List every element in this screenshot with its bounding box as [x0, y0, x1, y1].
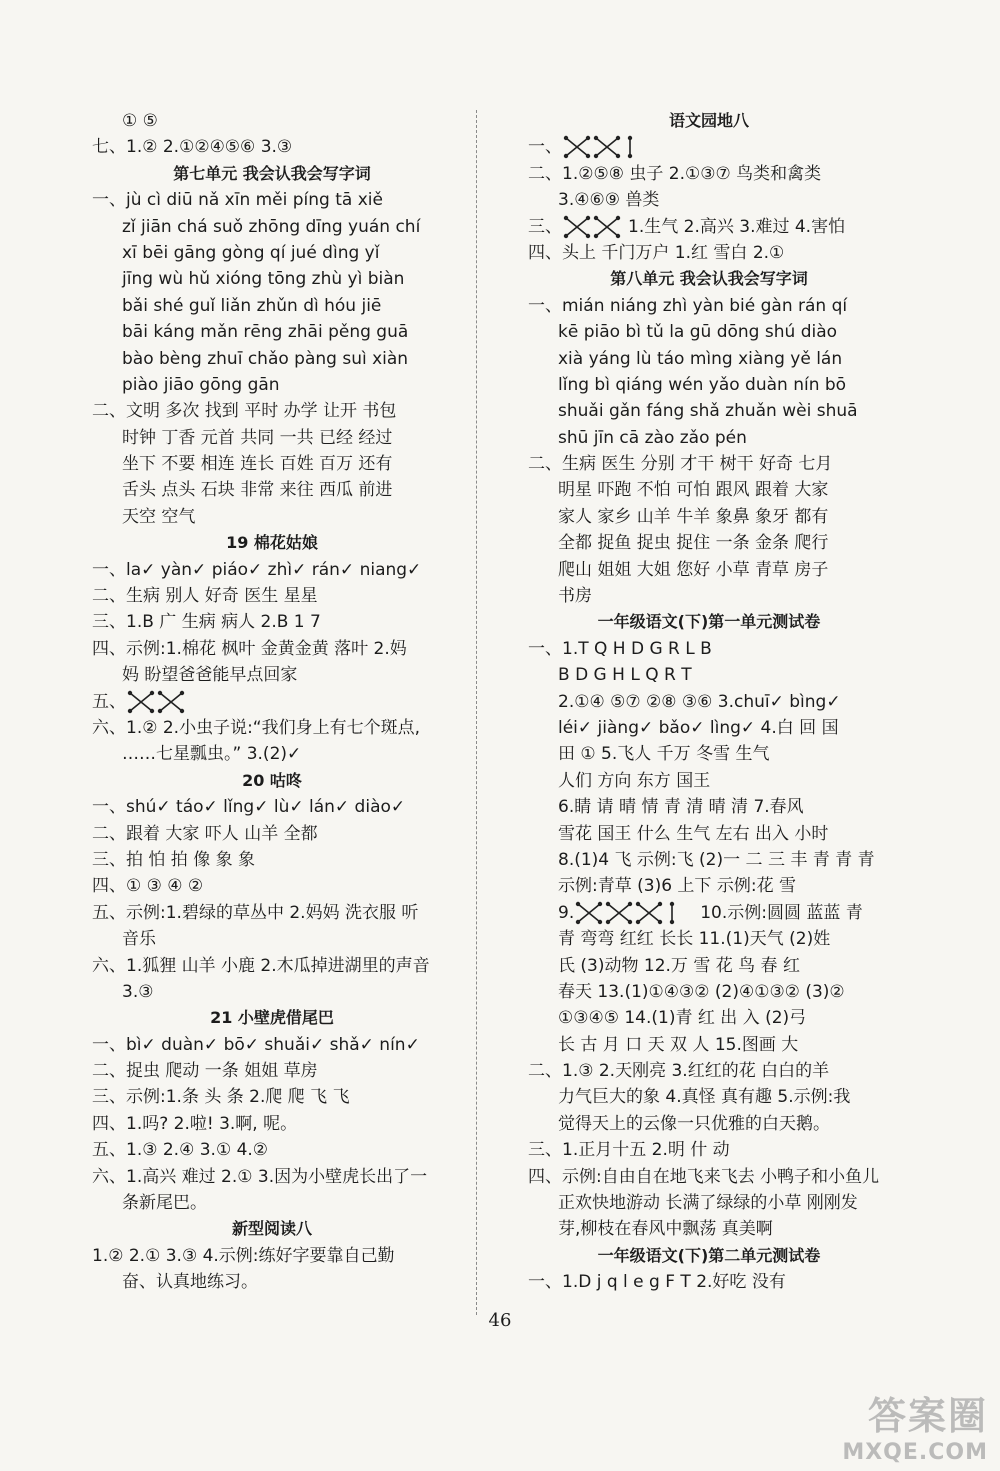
answer-text: 六、1.② 2.小虫子说:“我们身上有七个斑点, — [92, 717, 421, 738]
answer-text: 9. — [558, 902, 575, 923]
answer-text: 全都 捉鱼 捉虫 捉住 一条 金条 爬行 — [558, 533, 829, 554]
answer-text: 明星 吓跑 不怕 可怕 跟风 跟着 大家 — [558, 480, 829, 501]
answer-line — [528, 1058, 890, 1084]
answer-line — [528, 1164, 890, 1190]
crossed-lines-mark — [636, 902, 662, 924]
answer-text: 三、拍 怕 拍 像 象 象 — [92, 849, 256, 870]
answer-line — [528, 662, 890, 688]
answer-line — [528, 557, 890, 583]
answer-text: 1.② 2.① 3.③ 4.示例:练好字要靠自己勤 — [92, 1245, 395, 1266]
answer-text: 一、bì✓ duàn✓ bō✓ shuǎi✓ shǎ✓ nín✓ — [92, 1034, 420, 1055]
answer-text: 二、1.②⑤⑧ 虫子 2.①③⑦ 鸟类和禽类 — [528, 163, 822, 184]
answer-text: 青 弯弯 红红 长长 11.(1)天气 (2)姓 — [558, 929, 831, 950]
answer-line — [92, 557, 452, 583]
answer-text: 一年级语文(下)第一单元测试卷 — [597, 612, 821, 632]
answer-text: bǎi shé guǐ liǎn zhǔn dì hóu jiē — [122, 295, 382, 316]
answer-line — [528, 1005, 890, 1031]
answer-line — [92, 821, 452, 847]
answer-line — [92, 134, 452, 160]
answer-text: 人们 方向 东方 国王 — [558, 770, 711, 791]
section-heading — [528, 609, 890, 635]
crossed-lines-mark — [128, 690, 154, 712]
answer-line — [528, 425, 890, 451]
answer-text: 第七单元 我会认我会写字词 — [173, 163, 371, 183]
answer-text: 20 咕咚 — [242, 770, 302, 790]
answer-line — [92, 1269, 452, 1295]
answer-line — [528, 1269, 890, 1295]
answer-text: 一年级语文(下)第二单元测试卷 — [597, 1245, 821, 1265]
answer-line — [528, 926, 890, 952]
answer-text: 二、文明 多次 找到 平时 办学 让开 书包 — [92, 401, 397, 422]
section-heading — [528, 1243, 890, 1269]
answer-line — [528, 293, 890, 319]
answer-text: 三、示例:1.条 头 条 2.爬 爬 飞 飞 — [92, 1087, 350, 1108]
answer-text: 一、1.T Q H D G R L B — [528, 638, 712, 659]
answer-line — [528, 1084, 890, 1110]
answer-line — [92, 451, 452, 477]
answer-text: 二、跟着 大家 吓人 山羊 全都 — [92, 823, 318, 844]
answer-text: 五、示例:1.碧绿的草丛中 2.妈妈 洗衣服 听 — [92, 902, 419, 923]
answer-text: 雪花 国王 什么 生气 左右 出入 小时 — [558, 823, 829, 844]
answer-line — [92, 794, 452, 820]
answer-line — [92, 715, 452, 741]
answer-text: 三、1.B 广 生病 病人 2.B 1 7 — [92, 612, 321, 633]
answer-text: 二、捉虫 爬动 一条 姐姐 草房 — [92, 1061, 318, 1082]
answer-line — [528, 240, 890, 266]
answer-text: 一、la✓ yàn✓ piáo✓ zhì✓ rán✓ niang✓ — [92, 559, 422, 580]
answer-text: lǐng bì qiáng wén yǎo duàn nín bō — [558, 374, 847, 395]
answer-line — [528, 1216, 890, 1242]
answer-text-suffix: 10.示例:圆圆 蓝蓝 青 — [700, 902, 863, 923]
answer-line — [92, 1190, 452, 1216]
answer-text: 三、1.正月十五 2.明 什 动 — [528, 1140, 730, 1161]
section-heading — [92, 768, 452, 794]
answer-line — [92, 609, 452, 635]
crossed-lines-mark — [564, 215, 590, 237]
answer-text: 一、 — [528, 137, 562, 158]
answer-text: 四、① ③ ④ ② — [92, 876, 204, 897]
answer-text: 四、示例:1.棉花 枫叶 金黄金黄 落叶 2.妈 — [92, 638, 407, 659]
watermark-url: MXQE.COM — [842, 1440, 988, 1465]
answer-line — [528, 1190, 890, 1216]
answer-text: jīng wù hǔ xióng tōng zhù yì biàn — [122, 269, 405, 290]
answer-text: xī bēi gāng gòng qí jué dìng yǐ — [122, 242, 380, 263]
answer-line — [92, 214, 452, 240]
straight-line-mark — [628, 136, 632, 158]
answer-text: 书房 — [558, 586, 592, 607]
left-column — [92, 108, 452, 1296]
page-number: 46 — [488, 1310, 512, 1331]
answer-text: 家人 家乡 山羊 牛羊 象鼻 象牙 都有 — [558, 506, 829, 527]
answer-line — [528, 451, 890, 477]
answer-line — [528, 583, 890, 609]
answer-line — [92, 372, 452, 398]
answer-text: 二、生病 医生 分别 才干 树干 好奇 七月 — [528, 454, 833, 475]
answer-text: bāi káng mǎn rēng zhāi pěng guā — [122, 322, 409, 343]
answer-text: 19 棉花姑娘 — [226, 533, 318, 553]
crossed-lines-mark — [606, 902, 632, 924]
answer-text: 一、mián niáng zhì yàn bié gàn rán qí — [528, 295, 848, 316]
answer-text: zǐ jiān chá suǒ zhōng dīng yuán chí — [122, 216, 421, 237]
section-heading — [92, 530, 452, 556]
answer-text: 2.①④ ⑤⑦ ②⑧ ③⑥ 3.chuī✓ bìng✓ — [558, 691, 841, 712]
answer-line — [528, 741, 890, 767]
answer-line — [528, 1111, 890, 1137]
matching-lines-diagram — [562, 215, 628, 239]
answer-text: 长 古 月 口 天 双 人 15.图画 大 — [558, 1034, 799, 1055]
answer-line — [528, 477, 890, 503]
answer-line — [528, 636, 890, 662]
answer-line — [528, 689, 890, 715]
answer-text: 一、shú✓ táo✓ lǐng✓ lù✓ lán✓ diào✓ — [92, 797, 406, 818]
answer-text: 正欢快地游动 长满了绿绿的小草 刚刚发 — [558, 1193, 858, 1214]
answer-text: 奋、认真地练习。 — [122, 1272, 258, 1293]
answer-text: 语文园地八 — [668, 111, 749, 130]
answer-line — [92, 1111, 452, 1137]
answer-text: shuǎi gǎn fáng shǎ zhuǎn wèi shuā — [558, 401, 858, 422]
answer-text: 舌头 点头 石块 非常 来往 西瓜 前进 — [122, 480, 393, 501]
answer-text: ① ⑤ — [122, 111, 158, 131]
answer-line — [92, 1032, 452, 1058]
crossed-lines-mark — [564, 136, 590, 158]
right-column — [528, 108, 890, 1296]
answer-text: shū jīn cā zào zǎo pén — [558, 427, 747, 448]
crossed-lines-mark — [158, 690, 184, 712]
answer-line — [92, 583, 452, 609]
answer-text: 觉得天上的云像一只优雅的白天鹅。 — [558, 1113, 830, 1134]
answer-text: 四、1.吗? 2.啦! 3.啊, 呢。 — [92, 1113, 298, 1134]
answer-text: 时钟 丁香 元首 共同 一共 已经 经过 — [122, 427, 393, 448]
answer-line — [528, 847, 890, 873]
answer-text: bào bèng zhuī chǎo pàng suì xiàn — [122, 348, 409, 369]
answer-line — [92, 240, 452, 266]
answer-line — [92, 266, 452, 292]
answer-text: 四、示例:自由自在地飞来飞去 小鸭子和小鱼儿 — [528, 1166, 880, 1187]
answer-line — [92, 873, 452, 899]
answer-text: 二、生病 别人 好奇 医生 星星 — [92, 586, 318, 607]
answer-text: piào jiāo gōng gān — [122, 374, 280, 395]
answer-line — [528, 504, 890, 530]
answer-line — [528, 768, 890, 794]
answer-text: 天空 空气 — [122, 506, 196, 527]
answer-line — [528, 900, 890, 926]
answer-text: 新型阅读八 — [231, 1219, 312, 1239]
answer-line — [92, 398, 452, 424]
straight-line-mark — [670, 902, 674, 924]
answer-line — [92, 636, 452, 662]
answer-line — [528, 873, 890, 899]
answer-line — [528, 398, 890, 424]
answer-text: 3.④⑥⑨ 兽类 — [558, 190, 660, 211]
answer-line — [92, 1243, 452, 1269]
answer-text: 四、头上 千门万户 1.红 雪白 2.① — [528, 242, 785, 263]
answer-text: ①③④⑤ 14.(1)青 红 出 入 (2)弓 — [558, 1008, 807, 1029]
matching-lines-diagram — [562, 135, 658, 159]
answer-line — [92, 346, 452, 372]
answer-line — [92, 293, 452, 319]
answer-line — [92, 1084, 452, 1110]
answer-line — [92, 741, 452, 767]
answer-text: 二、1.③ 2.天刚亮 3.红红的花 白白的羊 — [528, 1061, 830, 1082]
answer-line — [528, 214, 890, 240]
answer-line — [528, 319, 890, 345]
crossed-lines-mark — [594, 136, 620, 158]
matching-lines-diagram — [126, 690, 192, 714]
answer-line — [92, 504, 452, 530]
answer-text: 六、1.高兴 难过 2.① 3.因为小壁虎长出了一 — [92, 1166, 428, 1187]
answer-text: 五、 — [92, 691, 126, 712]
answer-text: 3.③ — [122, 981, 154, 1002]
answer-text: 8.(1)4 飞 示例:飞 (2)一 二 三 丰 青 青 青 — [558, 849, 875, 870]
answer-text: ……七星瓢虫。” 3.(2)✓ — [122, 744, 302, 765]
section-heading — [528, 108, 890, 134]
answer-line — [92, 662, 452, 688]
answer-text: 氏 (3)动物 12.万 雪 花 鸟 春 红 — [558, 955, 800, 976]
answer-text: 六、1.狐狸 山羊 小鹿 2.木瓜掉进湖里的声音 — [92, 955, 430, 976]
watermark — [842, 1385, 988, 1465]
answer-text: 五、1.③ 2.④ 3.① 4.② — [92, 1140, 269, 1161]
answer-text: 条新尾巴。 — [122, 1193, 207, 1214]
answer-line — [92, 1058, 452, 1084]
answer-text: 田 ① 5.飞人 千万 冬雪 生气 — [558, 744, 770, 765]
watermark-logo: 答案圈 — [867, 1394, 988, 1438]
answer-text: B D G H L Q R T — [558, 665, 692, 686]
answer-text: 一、jù cì diū nǎ xīn měi píng tā xiě — [92, 190, 383, 211]
answer-text: 爬山 姐姐 大姐 您好 小草 青草 房子 — [558, 559, 829, 580]
answer-line — [528, 1137, 890, 1163]
answer-line — [92, 979, 452, 1005]
answer-text: 一、1.D j q l e g F T 2.好吃 没有 — [528, 1272, 786, 1293]
answer-text: 第八单元 我会认我会写字词 — [610, 269, 808, 289]
answer-line — [92, 953, 452, 979]
answer-line — [528, 161, 890, 187]
answer-text: xià yáng lù táo mìng xiàng yě lán — [558, 348, 843, 369]
answer-text: 力气巨大的象 4.真怪 真有趣 5.示例:我 — [558, 1087, 851, 1108]
crossed-lines-mark — [576, 902, 602, 924]
answer-line — [528, 372, 890, 398]
answer-line — [92, 477, 452, 503]
answer-line — [92, 847, 452, 873]
answer-text: 示例:青草 (3)6 上下 示例:花 雪 — [558, 876, 796, 897]
answer-line — [528, 953, 890, 979]
column-divider — [476, 110, 477, 1315]
answer-line — [528, 821, 890, 847]
answer-text: léi✓ jiàng✓ bǎo✓ lìng✓ 4.白 回 国 — [558, 717, 839, 738]
answer-text: 21 小壁虎借尾巴 — [210, 1008, 334, 1028]
answer-text: 6.睛 请 晴 情 青 清 晴 清 7.春风 — [558, 797, 804, 818]
section-heading — [92, 161, 452, 187]
answer-line — [528, 530, 890, 556]
answer-line — [528, 134, 890, 160]
section-heading — [528, 266, 890, 292]
answer-line — [92, 108, 452, 134]
answer-text: 芽,柳枝在春风中飘荡 真美啊 — [558, 1219, 773, 1240]
answer-line — [92, 1164, 452, 1190]
answer-text: 音乐 — [122, 929, 156, 950]
answer-line — [528, 979, 890, 1005]
answer-text-suffix: 1.生气 2.高兴 3.难过 4.害怕 — [628, 216, 846, 237]
answer-text: 春天 13.(1)①④③② (2)④①③② (3)② — [558, 981, 845, 1002]
answer-text: 妈 盼望爸爸能早点回家 — [122, 665, 298, 686]
answer-line — [92, 689, 452, 715]
answer-line — [528, 346, 890, 372]
answer-text: 坐下 不要 相连 连长 百姓 百万 还有 — [122, 454, 393, 475]
answer-line — [92, 900, 452, 926]
answer-line — [92, 319, 452, 345]
answer-text: 七、1.② 2.①②④⑤⑥ 3.③ — [92, 137, 293, 158]
answer-line — [92, 926, 452, 952]
answer-line — [528, 1032, 890, 1058]
section-heading — [92, 1216, 452, 1242]
answer-text: 三、 — [528, 216, 562, 237]
answer-line — [92, 1137, 452, 1163]
answer-line — [92, 425, 452, 451]
matching-lines-diagram — [574, 901, 700, 925]
answer-text: kē piāo bì tǔ la gū dōng shú diào — [558, 322, 838, 343]
answer-line — [528, 715, 890, 741]
answer-line — [92, 187, 452, 213]
answer-line — [528, 187, 890, 213]
crossed-lines-mark — [594, 215, 620, 237]
answer-line — [528, 794, 890, 820]
section-heading — [92, 1005, 452, 1031]
